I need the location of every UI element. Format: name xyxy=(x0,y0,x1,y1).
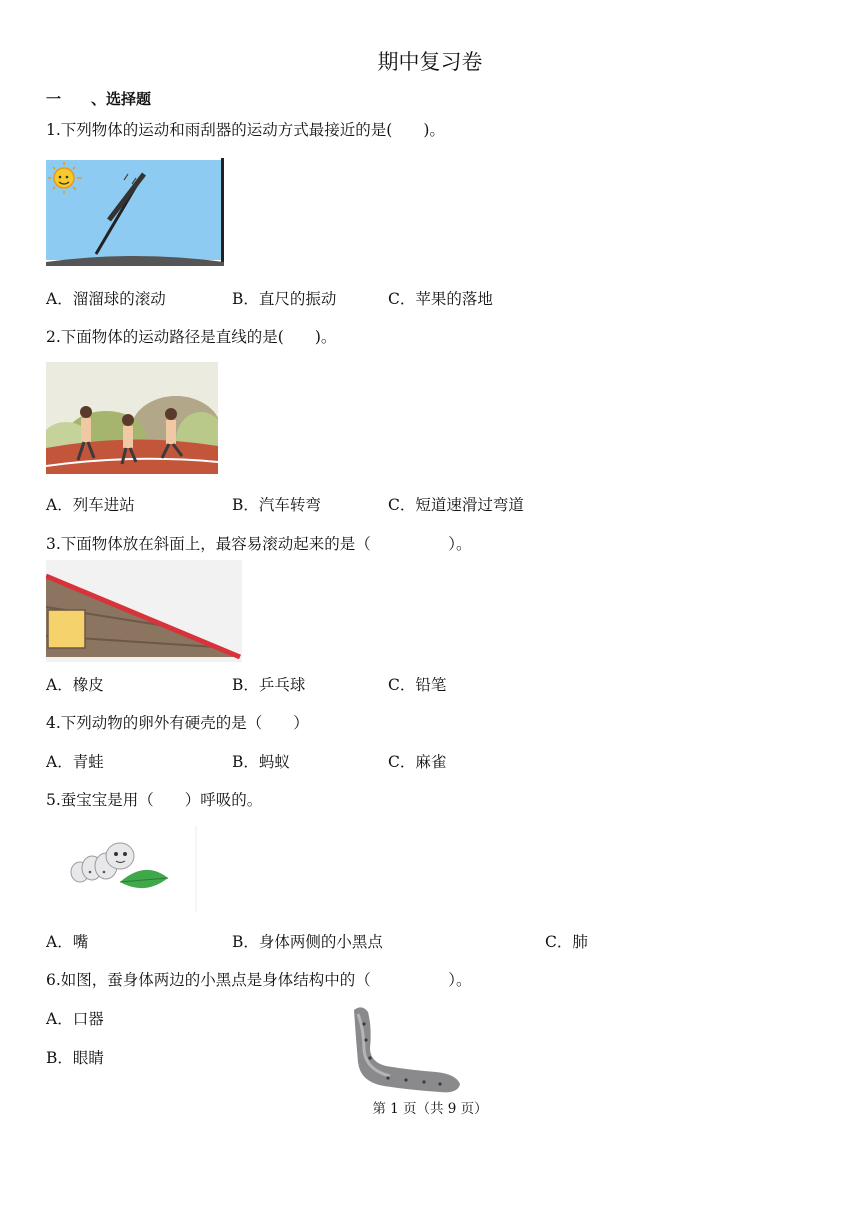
question-2: 2.下面物体的运动路径是直线的是( )。 xyxy=(46,328,337,346)
q2-option-c: C．短道速滑过弯道 xyxy=(388,496,524,514)
silkworm-photo-image xyxy=(340,1000,466,1098)
q2-option-b: B．汽车转弯 xyxy=(232,496,321,514)
slope-image xyxy=(46,560,242,662)
runners-image xyxy=(46,362,218,474)
question-4: 4.下列动物的卵外有硬壳的是（ ） xyxy=(46,714,309,732)
q1-option-b: B．直尺的振动 xyxy=(232,290,337,308)
page-footer: 第 1 页（共 9 页） xyxy=(372,1101,488,1117)
q6-option-b: B．眼睛 xyxy=(46,1049,104,1067)
q5-option-c: C．肺 xyxy=(545,933,588,951)
q6-option-a: A．口器 xyxy=(46,1010,104,1028)
q3-option-c: C．铅笔 xyxy=(388,676,447,694)
q3-option-b: B．乒乓球 xyxy=(232,676,306,694)
q4-option-b: B．蚂蚁 xyxy=(232,753,290,771)
q1-option-a: A．溜溜球的滚动 xyxy=(46,290,166,308)
q5-option-a: A．嘴 xyxy=(46,933,89,951)
q5-option-b: B．身体两侧的小黑点 xyxy=(232,933,383,951)
q2-option-a: A．列车进站 xyxy=(46,496,135,514)
q3-option-a: A．橡皮 xyxy=(46,676,104,694)
section-heading: 一 、选择题 xyxy=(46,90,152,108)
question-3: 3.下面物体放在斜面上，最容易滚动起来的是（ ）。 xyxy=(46,535,472,553)
question-1: 1.下列物体的运动和雨刮器的运动方式最接近的是( )。 xyxy=(46,121,445,139)
wiper-image xyxy=(46,158,224,266)
question-5: 5.蚕宝宝是用（ ）呼吸的。 xyxy=(46,791,263,809)
q4-option-c: C．麻雀 xyxy=(388,753,447,771)
question-6: 6.如图，蚕身体两边的小黑点是身体结构中的（ ）。 xyxy=(46,971,472,989)
q1-option-c: C．苹果的落地 xyxy=(388,290,493,308)
q4-option-a: A．青蛙 xyxy=(46,753,104,771)
page-title: 期中复习卷 xyxy=(377,50,483,74)
silkworm-cartoon-image xyxy=(60,826,200,912)
